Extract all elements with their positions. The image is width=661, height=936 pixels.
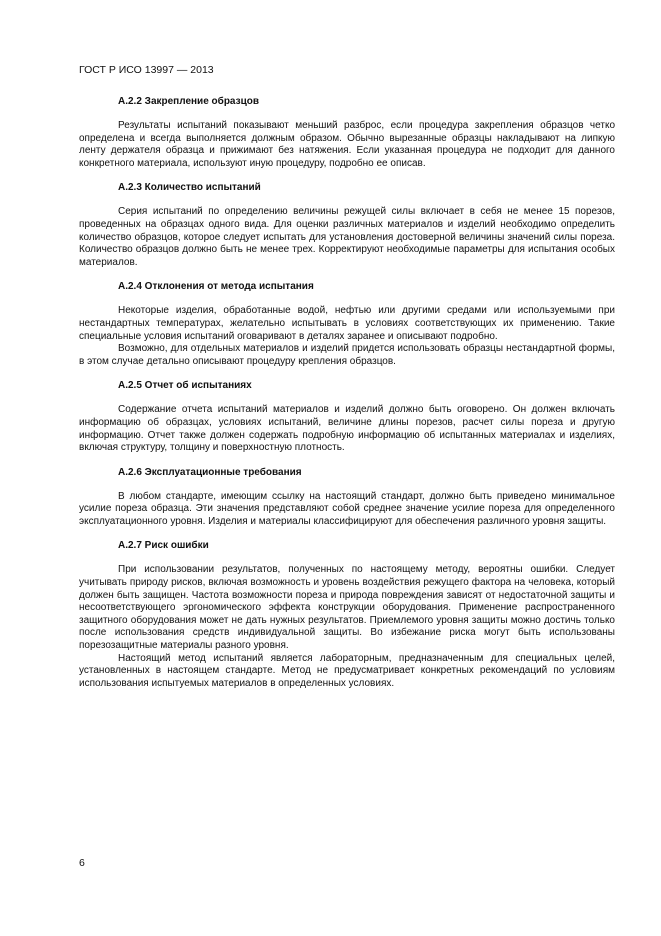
section-title: А.2.7 Риск ошибки bbox=[118, 540, 209, 552]
section-a-2-3 bbox=[79, 182, 615, 269]
paragraph: Содержание отчета испытаний материалов и изделий должно быть оговорено. Он должен включать информацию об образцах, условиях испытаний, величине длины порезов, расчет силы пореза и другую информацию. Отчет также должен содержать подробную информацию об испытанных материалах и изделиях, включая структуру, толщину и поверхностную плотность. bbox=[79, 404, 615, 454]
section-title: А.2.2 Закрепление образцов bbox=[118, 96, 259, 107]
paragraph: Возможно, для отдельных материалов и изделий придется использовать образцы нестандартной формы, в этом случае детально описывают процедуру крепления образцов. bbox=[79, 343, 615, 367]
section-title: А.2.3 Количество испытаний bbox=[118, 182, 261, 194]
paragraph: Некоторые изделия, обработанные водой, нефтью или другими средами или используемыми при нестандартных температурах, желательно испытывать в условиях соответствующих их применению. Такие специальные условия испытаний оговаривают в деталях заранее и описывают подробно. bbox=[79, 305, 615, 342]
paragraph: Результаты испытаний показывают меньший разброс, если процедура закрепления образцов четко определена и всегда выполняется должным образом. Обычно вырезанные образцы накладывают на липкую ленту держателя образца и прижимают без натяжения. Если указанная процедура не подходит для данного конкретного материала, используют иную процедуру, подробно ее описав. bbox=[79, 120, 615, 169]
paragraph: Настоящий метод испытаний является лабораторным, предназначенным для специальных целей, установленных в настоящем стандарте. Метод не предусматривает конкретных рекомендаций по условиям использования испытуемых материалов в определенных условиях. bbox=[79, 652, 615, 689]
paragraph: При использовании результатов, полученных по настоящему методу, вероятны ошибки. Следует учитывать природу рисков, включая возможность и уровень воздействия режущего фактора на человека, который должен быть защищен. Частота возможности пореза и природа повреждения зависят от недостаточной защиты и несоответствующего эргономического эффекта конструкции оборудования. Применение распространенного защитного оборудования может не дать нужных результатов. Приемлемого уровня защиты можно достичь только после использования средств индивидуальной защиты. Во избежание риска могут быть использованы порезозащитные материалы разного уровня. bbox=[79, 564, 615, 652]
paragraph: Серия испытаний по определению величины режущей силы включает в себя не менее 15 порезов, проведенных на образцах одного вида. Для оценки различных материалов и изделий необходимо определить количество образцов, которое следует испытать для установления достоверной величины значений силы пореза. Количество образцов должно быть не менее трех. Корректируют необходимые параметры для испытания особых материалов. bbox=[79, 206, 615, 268]
document-body bbox=[79, 96, 615, 690]
paragraph: В любом стандарте, имеющим ссылку на настоящий стандарт, должно быть приведено минимальное усилие пореза образца. Эти значения представляют собой среднее значение усилие пореза для определенного эксплуатационного уровня. Изделия и материалы классифицируют для обеспечения различного уровня защиты. bbox=[79, 490, 615, 527]
section-a-2-6 bbox=[79, 467, 615, 529]
section-a-2-2 bbox=[79, 96, 615, 170]
running-header: ГОСТ Р ИСО 13997 — 2013 bbox=[79, 64, 214, 76]
section-a-2-4 bbox=[79, 281, 615, 368]
page-number: 6 bbox=[79, 857, 85, 869]
section-a-2-7 bbox=[79, 540, 615, 690]
section-title: А.2.6 Эксплуатационные требования bbox=[118, 466, 302, 478]
section-title: А.2.4 Отклонения от метода испытания bbox=[118, 281, 314, 293]
section-a-2-5 bbox=[79, 380, 615, 454]
section-title: А.2.5 Отчет об испытаниях bbox=[118, 380, 252, 392]
